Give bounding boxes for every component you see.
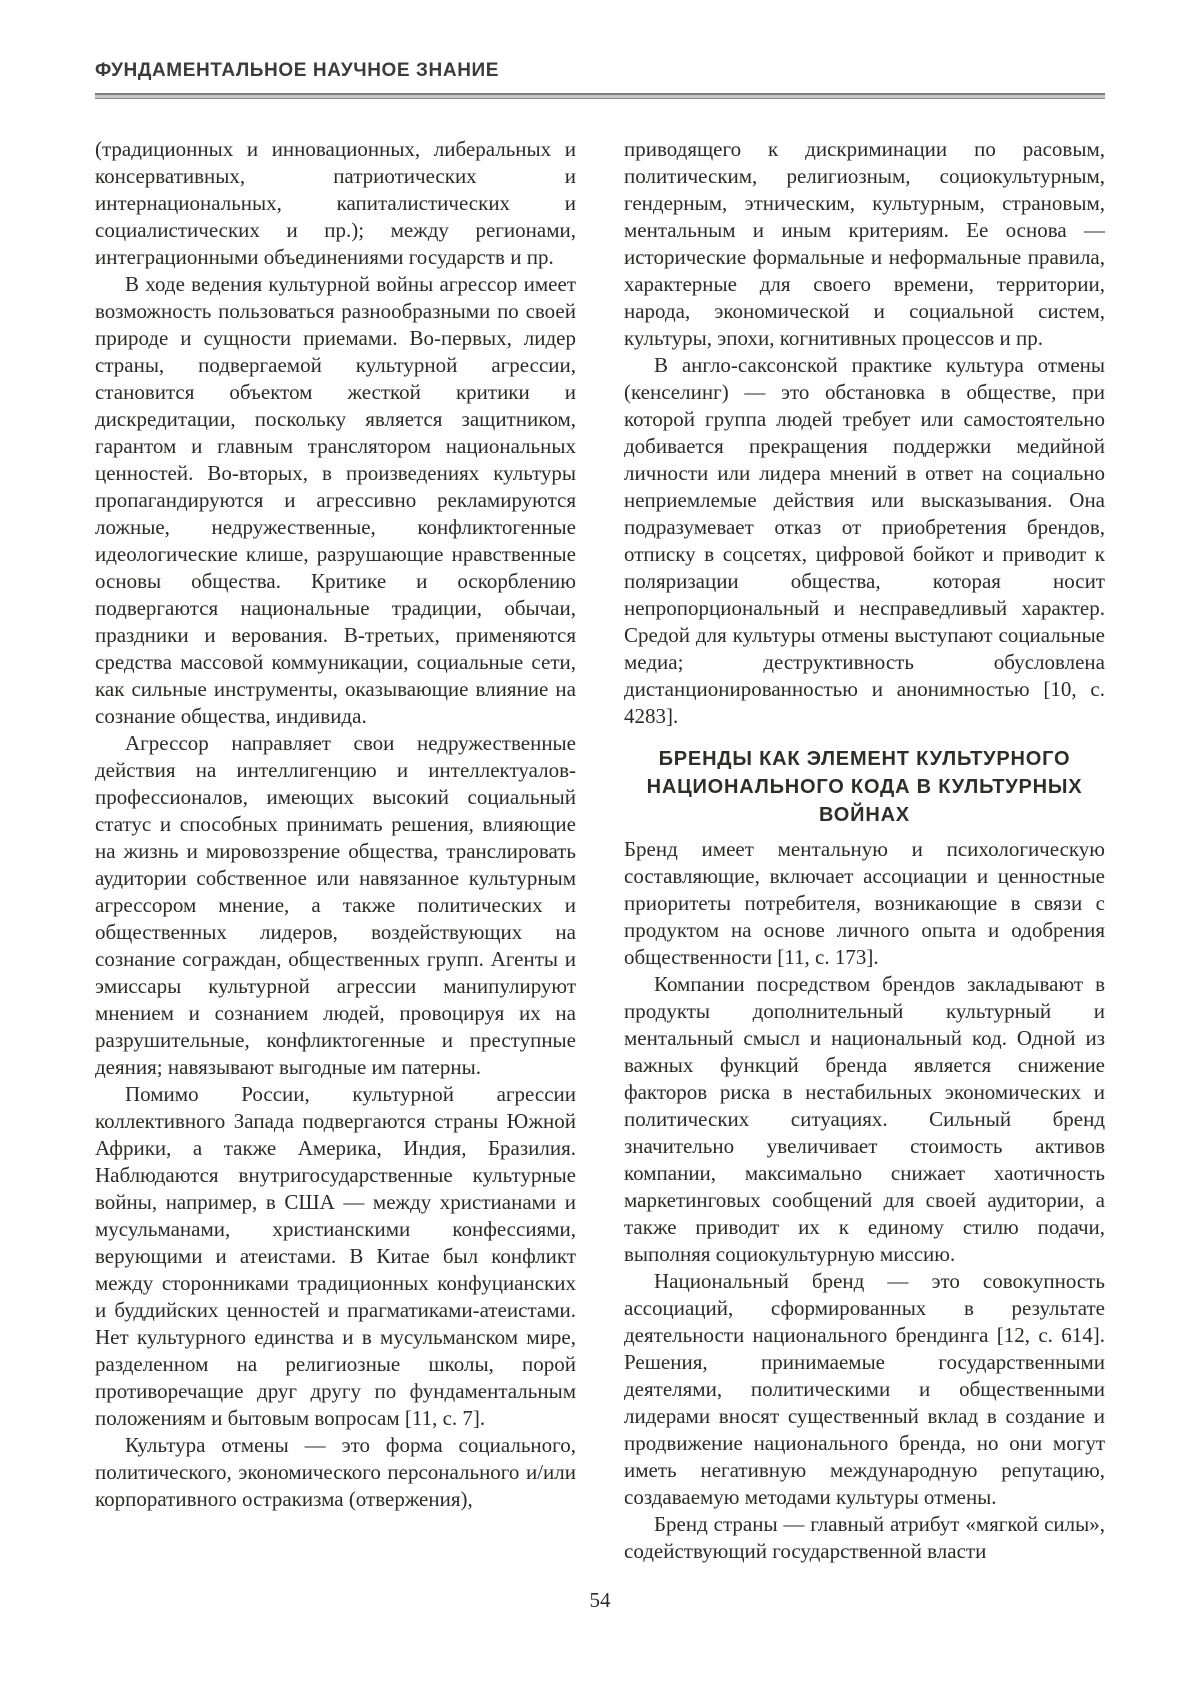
paragraph: Компании посредством брендов закладывают в продукты дополнительный культурный и ментальный смысл и национальный код. Одной из важных функций бренда является снижение факторов риска в нестабильных экономических и политических ситуациях. Сильный бренд значительно увеличивает стоимость активов компании, максимально снижает хаотичность маркетинговых сообщений для своей аудитории, а также приводит их к единому стилю подачи, выполняя социокультурную миссию.: [624, 972, 1105, 1266]
header-rule: [95, 93, 1105, 99]
article-body: [95, 136, 1105, 1565]
page-number: 54: [589, 1588, 611, 1612]
paragraph: Бренд страны — главный атрибут «мягкой силы», содействующий государственной власти: [624, 1512, 1105, 1563]
left-column: [95, 136, 576, 1565]
section-heading: БРЕНДЫ КАК ЭЛЕМЕНТ КУЛЬТУРНОГО НАЦИОНАЛЬНОГО КОДА В КУЛЬТУРНЫХ ВОЙНАХ: [646, 748, 1083, 826]
paragraph-continuation: (традиционных и инновационных, либеральных и консервативных, патриотических и интернациональных, капиталистических и социалистических и пр.); между регионами, интеграционными объединениями государств и пр.: [95, 137, 576, 269]
paragraph-continuation: приводящего к дискриминации по расовым, политическим, религиозным, социокультурным, гендерным, этническим, культурным, страновым, ментальным и иным критериям. Ее основа — исторические формальные и неформальные правила, характерные для своего времени, территории, народа, экономической и социальной систем, культуры, эпохи, когнитивных процессов и пр.: [624, 137, 1105, 350]
paragraph: В ходе ведения культурной войны агрессор имеет возможность пользоваться разнообразными по своей природе и сущности приемами. Во-первых, лидер страны, подвергаемой культурной агрессии, становится объектом жесткой критики и дискредитации, поскольку является защитником, гарантом и главным транслятором национальных ценностей. Во-вторых, в произведениях культуры пропагандируются и агрессивно рекламируются ложные, недружественные, конфликтогенные идеологические клише, разрушающие нравственные основы общества. Критике и оскорблению подвергаются национальные традиции, обычаи, праздники и верования. В-третьих, применяются средства массовой коммуникации, социальные сети, как сильные инструменты, оказывающие влияние на сознание общества, индивида.: [95, 272, 576, 728]
paragraph: Национальный бренд — это совокупность ассоциаций, сформированных в результате деятельности национального брендинга [12, с. 614]. Решения, принимаемые государственными деятелями, политическими и общественными лидерами вносят существенный вклад в создание и продвижение национального бренда, но они могут иметь негативную международную репутацию, создаваемую методами культуры отмены.: [624, 1269, 1105, 1509]
right-column: [624, 136, 1105, 1565]
paragraph: Помимо России, культурной агрессии коллективного Запада подвергаются страны Южной Африки, а также Америка, Индия, Бразилия. Наблюдаются внутригосударственные культурные войны, например, в США — между христианами и мусульманами, христианскими конфессиями, верующими и атеистами. В Китае был конфликт между сторонниками традиционных конфуцианских и буддийских ценностей и прагматиками-атеистами. Нет культурного единства и в мусульманском мире, разделенном на религиозные школы, порой противоречащие друг другу по фундаментальным положениям и бытовым вопросам [11, с. 7].: [95, 1082, 576, 1430]
running-header-title: ФУНДАМЕНТАЛЬНОЕ НАУЧНОЕ ЗНАНИЕ: [95, 60, 500, 81]
paragraph: В англо-саксонской практике культура отмены (кенселинг) — это обстановка в обществе, при которой группа людей требует или самостоятельно добивается прекращения поддержки медийной личности или лидера мнений в ответ на социально неприемлемые действия или высказывания. Она подразумевает отказ от приобретения брендов, отписку в соцсетях, цифровой бойкот и приводит к поляризации общества, которая носит непропорциональный и несправедливый характер. Средой для культуры отмены выступают социальные медиа; деструктивность обусловлена дистанционированностью и анонимностью [10, с. 4283].: [624, 353, 1105, 728]
paragraph: Агрессор направляет свои недружественные действия на интеллигенцию и интеллектуалов-профессионалов, имеющих высокий социальный статус и способных принимать решения, влияющие на жизнь и мировоззрение общества, транслировать аудитории собственное или навязанное культурным агрессором мнение, а также политических и общественных лидеров, воздействующих на сознание сограждан, общественных групп. Агенты и эмиссары культурной агрессии манипулируют мнением и сознанием людей, провоцируя их на разрушительные, конфликтогенные и преступные деяния; навязывают выгодные им патерны.: [95, 731, 576, 1079]
paragraph: Культура отмены — это форма социального, политического, экономического персонального и/или корпоративного остракизма (отвержения),: [95, 1433, 576, 1511]
paragraph: Бренд имеет ментальную и психологическую составляющие, включает ассоциации и ценностные приоритеты потребителя, возникающие в связи с продуктом на основе личного опыта и одобрения общественности [11, с. 173].: [624, 837, 1105, 969]
running-header: [95, 60, 1105, 99]
